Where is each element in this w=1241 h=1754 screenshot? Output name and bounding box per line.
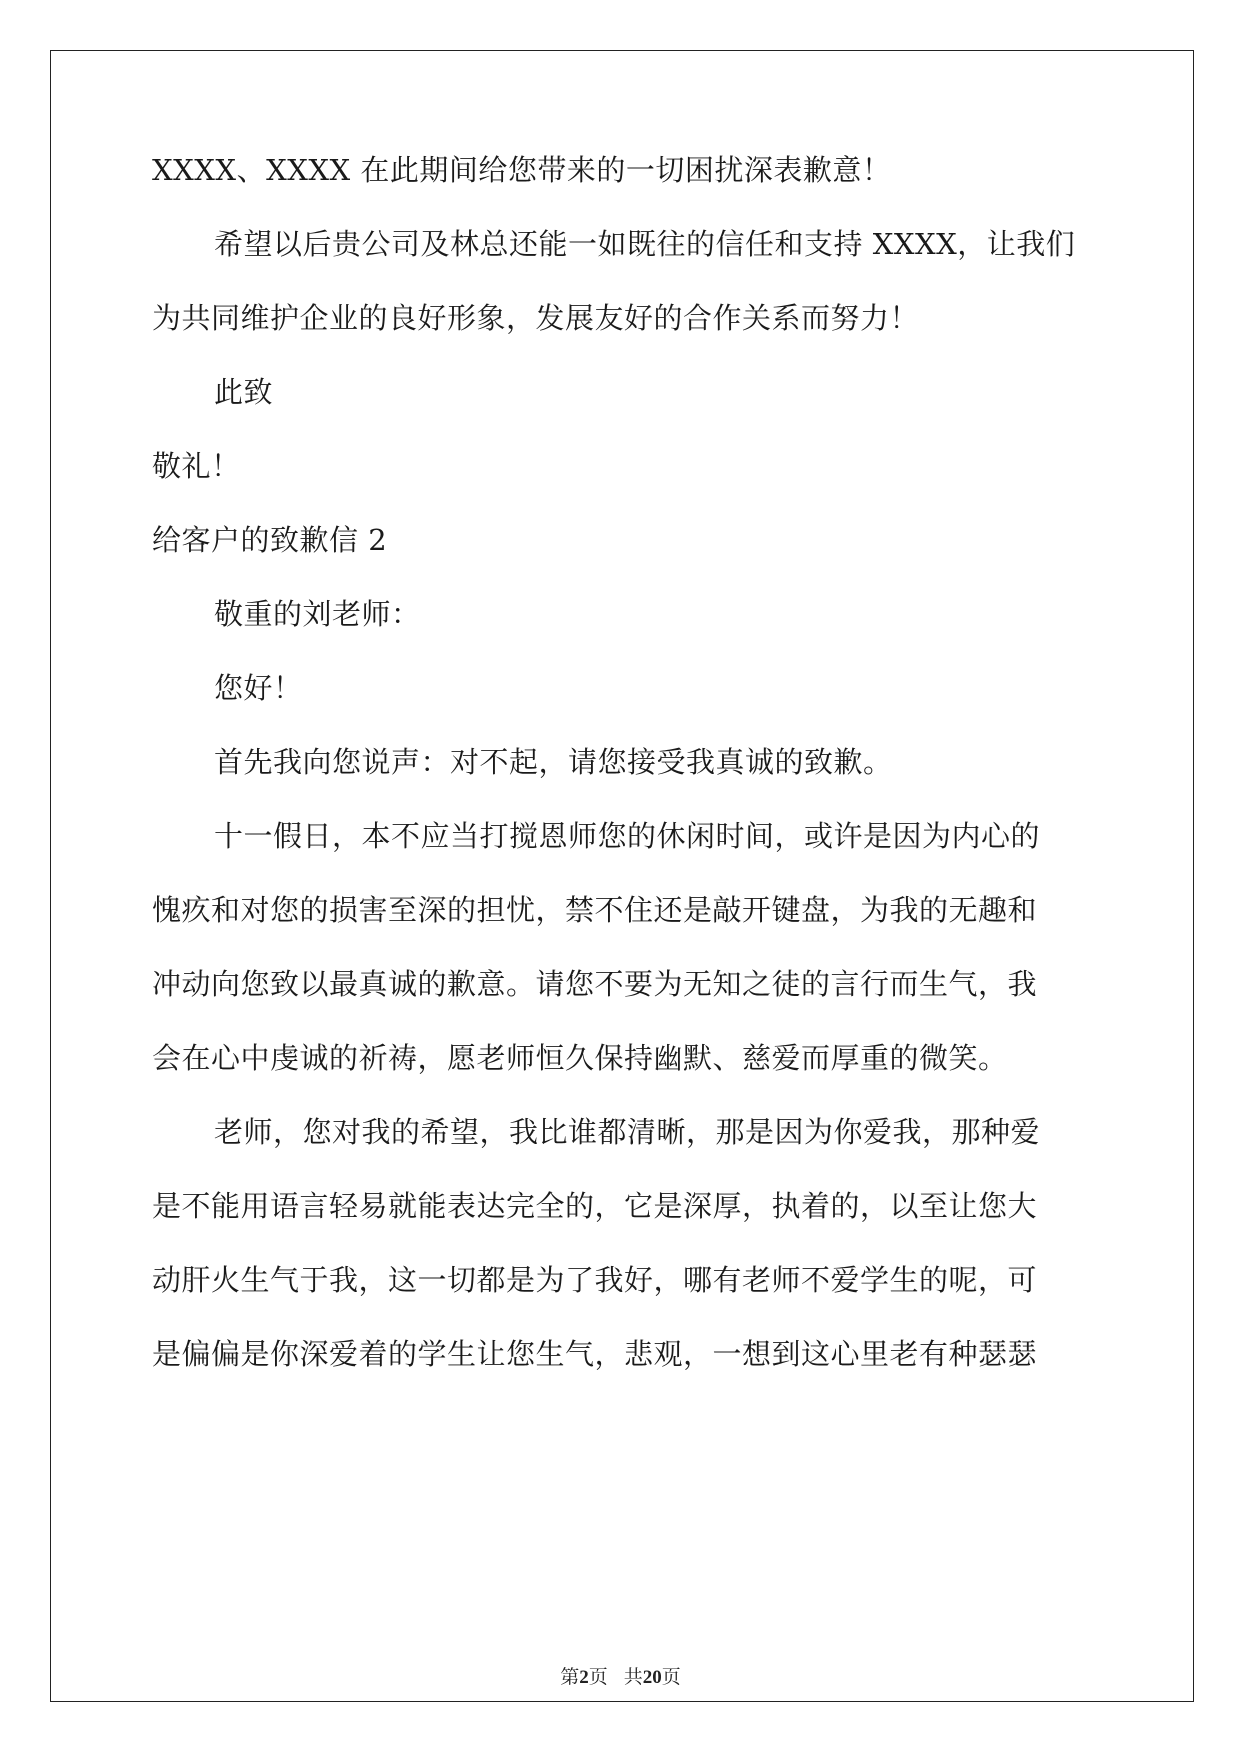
page-suffix: 页	[588, 1667, 608, 1688]
total-pages: 20	[642, 1667, 662, 1688]
paragraph-line: XXXX、XXXX 在此期间给您带来的一切困扰深表歉意！	[152, 153, 892, 187]
paragraph-line: 老师，您对我的希望，我比谁都清晰，那是因为你爱我，那种爱	[214, 1115, 1041, 1149]
page-prefix: 第	[560, 1667, 580, 1688]
greeting-line: 敬重的刘老师：	[214, 597, 421, 631]
closing-salutation: 此致	[214, 375, 274, 409]
total-prefix: 共	[623, 1667, 643, 1688]
total-suffix: 页	[661, 1667, 681, 1688]
section-heading: 给客户的致歉信 2	[152, 523, 388, 557]
page-number: 2	[579, 1667, 589, 1688]
paragraph-line: 是偏偏是你深爱着的学生让您生气，悲观，一想到这心里老有种瑟瑟	[152, 1337, 1038, 1371]
closing-regards: 敬礼！	[152, 449, 241, 483]
paragraph-line: 愧疚和对您的损害至深的担忧，禁不住还是敲开键盘，为我的无趣和	[152, 893, 1038, 927]
paragraph-line: 动肝火生气于我，这一切都是为了我好，哪有老师不爱学生的呢，可	[152, 1263, 1038, 1297]
paragraph-line: 首先我向您说声：对不起，请您接受我真诚的致歉。	[214, 745, 893, 779]
page-footer	[0, 1662, 1241, 1689]
paragraph-line: 是不能用语言轻易就能表达完全的，它是深厚，执着的，以至让您大	[152, 1189, 1038, 1223]
paragraph-line: 为共同维护企业的良好形象，发展友好的合作关系而努力！	[152, 301, 920, 335]
paragraph-line: 十一假日，本不应当打搅恩师您的休闲时间，或许是因为内心的	[214, 819, 1041, 853]
paragraph-line: 会在心中虔诚的祈祷，愿老师恒久保持幽默、慈爱而厚重的微笑。	[152, 1041, 1008, 1075]
greeting-line: 您好！	[214, 671, 303, 705]
paragraph-line: 希望以后贵公司及林总还能一如既往的信任和支持 XXXX，让我们	[214, 227, 1076, 261]
paragraph-line: 冲动向您致以最真诚的歉意。请您不要为无知之徒的言行而生气，我	[152, 967, 1038, 1001]
